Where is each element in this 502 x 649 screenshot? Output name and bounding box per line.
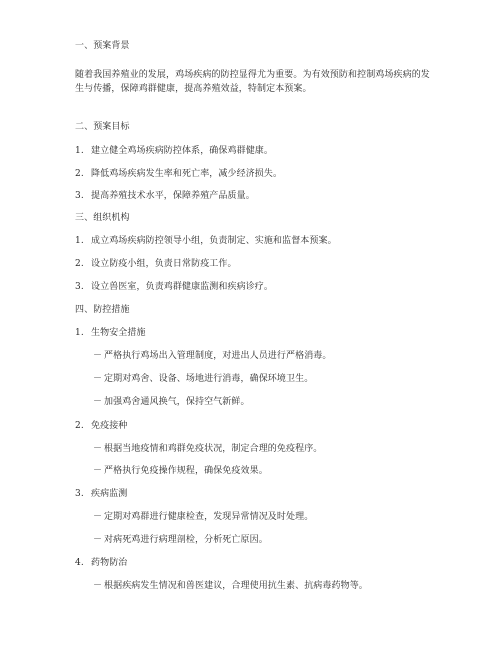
- measure-sub-item: － 定期对鸡舍、设备、场地进行消毒，确保环境卫生。: [93, 374, 314, 384]
- measure-sub-item: － 加强鸡舍通风换气，保持空气新鲜。: [93, 397, 250, 407]
- section-paragraph-background: 随着我国养殖业的发展，鸡场疾病的防控显得尤为重要。为有效预防和控制鸡场疾病的发生与传播，保障鸡群健康，提高养殖效益，特制定本预案。: [75, 70, 430, 94]
- section-heading-organization: 三、组织机构: [75, 213, 130, 223]
- measure-sub-item: － 对病死鸡进行病理剖检，分析死亡原因。: [93, 535, 268, 545]
- measure-group-title: 4. 药物防治: [75, 558, 128, 568]
- list-item: 1. 建立健全鸡场疾病防控体系，确保鸡群健康。: [75, 146, 274, 156]
- list-item: 3. 设立兽医室，负责鸡群健康监测和疾病诊疗。: [75, 282, 274, 292]
- measure-sub-item: － 定期对鸡群进行健康检查，发现异常情况及时处理。: [93, 512, 314, 522]
- list-item: 2. 降低鸡场疾病发生率和死亡率，减少经济损失。: [75, 169, 283, 179]
- section-heading-measures: 四、防控措施: [75, 305, 130, 315]
- section-heading-background: 一、预案背景: [75, 41, 130, 51]
- section-heading-goals: 二、预案目标: [75, 122, 130, 132]
- measure-group-title: 1. 生物安全措施: [75, 328, 146, 338]
- measure-group-title: 2. 免疫接种: [75, 421, 128, 431]
- measure-sub-item: － 严格执行免疫操作规程，确保免疫效果。: [93, 466, 268, 476]
- measure-group-title: 3. 疾病监测: [75, 489, 128, 499]
- list-item: 2. 设立防疫小组，负责日常防疫工作。: [75, 259, 237, 269]
- measure-sub-item: － 根据疾病发生情况和兽医建议，合理使用抗生素、抗病毒药物等。: [93, 581, 368, 591]
- list-item: 1. 成立鸡场疾病防控领导小组，负责制定、实施和监督本预案。: [75, 236, 337, 246]
- list-item: 3. 提高养殖技术水平，保障养殖产品质量。: [75, 191, 255, 201]
- measure-sub-item: － 根据当地疫情和鸡群免疫状况，制定合理的免疫程序。: [93, 444, 323, 454]
- measure-sub-item: － 严格执行鸡场出入管理制度，对进出人员进行严格消毒。: [93, 351, 332, 361]
